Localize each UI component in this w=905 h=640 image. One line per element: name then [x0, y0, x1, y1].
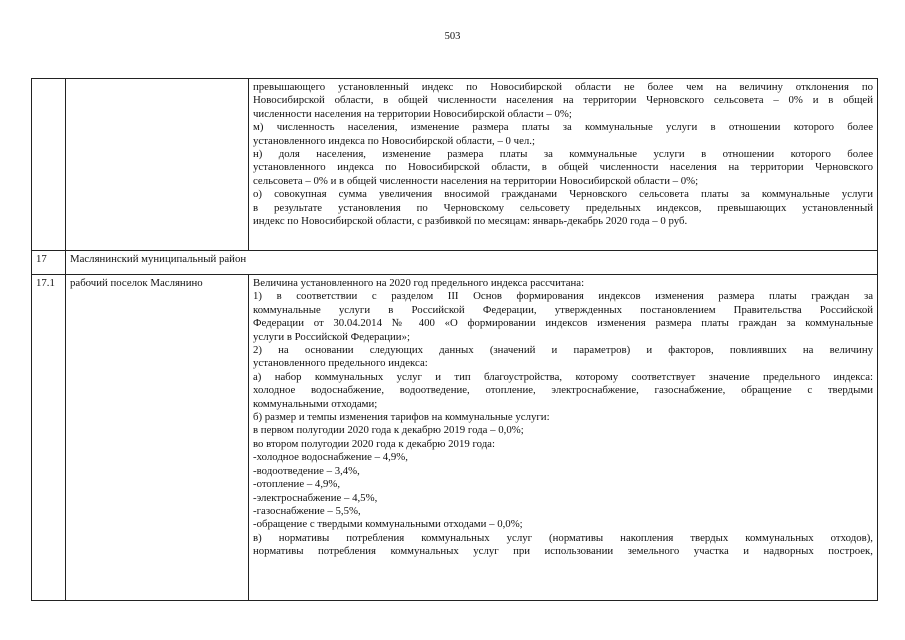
text-line: индекс по Новосибирской области, с разбивкой по месяцам: январь-декабрь 2020 года – 0 руб. [253, 215, 688, 228]
district-name-cell: Маслянинский муниципальный район [66, 251, 878, 275]
text-line: -электроснабжение – 4,5%, [253, 491, 378, 504]
text-line: -газоснабжение – 5,5%, [253, 504, 361, 517]
table-row [32, 251, 878, 275]
text-line: -холодное водоснабжение – 4,9%, [253, 451, 408, 464]
text-line: б) размер и темпы изменения тарифов на коммунальные услуги: [253, 411, 550, 424]
page-number: 503 [444, 31, 461, 42]
text-line: коммунальными отходами; [253, 397, 378, 410]
table-row [32, 275, 878, 601]
text-line: в результате установления по Черновскому сельсовету предельных индексов, превышающих установленный [253, 201, 873, 214]
text-line: холодное водоснабжение, водоотведение, отопление, электроснабжение, газоснабжение, обращение с твердыми [253, 384, 873, 397]
text-line: в первом полугодии 2020 года к декабрю 2019 года – 0,0%; [253, 424, 524, 437]
text-line: установленного индекса по Новосибирской области, – 0 чел.; [253, 134, 535, 147]
text-line: установленного предельного индекса: [253, 357, 428, 370]
municipality-name-cell: рабочий поселок Маслянино [66, 275, 249, 601]
table-row [32, 79, 878, 251]
text-line: 2) на основании следующих данных (значений и параметров) и факторов, повлиявших на величину [253, 344, 873, 357]
text-line: сельсовета – 0% и в общей численности населения на территории Новосибирской области – 0%; [253, 174, 699, 187]
text-line: -обращение с твердыми коммунальными отходами – 0,0%; [253, 518, 523, 531]
text-line: Новосибирской области, в общей численности населения на территории Черновского сельсовета – 0% и в общей [253, 94, 873, 107]
row-number-cell: 17 [32, 251, 66, 275]
text-line: в) нормативы потребления коммунальных услуг (нормативы накопления твердых коммунальных отходов), [253, 531, 873, 544]
row-number-cell: 17.1 [32, 275, 66, 601]
text-line: нормативы потребления коммунальных услуг при использовании земельного участка и надворных построек, [253, 545, 873, 558]
text-line: н) доля населения, изменение размера платы за коммунальные услуги в отношении которого более [253, 148, 873, 161]
text-line: -водоотведение – 3,4%, [253, 464, 360, 477]
text-line: во втором полугодии 2020 года к декабрю 2019 года: [253, 437, 495, 450]
text-line: 1) в соответствии с разделом III Основ формирования индексов изменения размера платы граждан за [253, 290, 873, 303]
document-table [31, 78, 878, 601]
description-cell [249, 79, 878, 251]
description-cell [249, 275, 878, 601]
text-line: превышающего установленный индекс по Новосибирской области не более чем на величину отклонения по [253, 81, 873, 93]
municipality-name-cell [66, 79, 249, 251]
text-line: -отопление – 4,9%, [253, 478, 341, 491]
text-line: Федерации от 30.04.2014 № 400 «О формировании индексов изменения размера платы граждан за коммунальные [253, 317, 873, 330]
text-line: м) численность населения, изменение размера платы за коммунальные услуги в отношении которого более [253, 121, 873, 134]
row-number-cell [32, 79, 66, 251]
text-line: Величина установленного на 2020 год предельного индекса рассчитана: [253, 277, 585, 289]
text-line: коммунальные услуги в Российской Федерации, утвержденных постановлением Правительства Российской [253, 303, 873, 316]
text-line: установленного индекса по Новосибирской области, в общей численности населения на территории Черновского [253, 161, 873, 174]
text-line: численности населения на территории Новосибирской области – 0%; [253, 107, 572, 120]
text-line: услуги в Российской Федерации»; [253, 330, 410, 343]
text-line: о) совокупная сумма увеличения вносимой гражданами Черновского сельсовета платы за коммунальные услуги [253, 188, 873, 201]
text-line: а) набор коммунальных услуг и тип благоустройства, которому соответствует значение предельного индекса: [253, 370, 873, 383]
